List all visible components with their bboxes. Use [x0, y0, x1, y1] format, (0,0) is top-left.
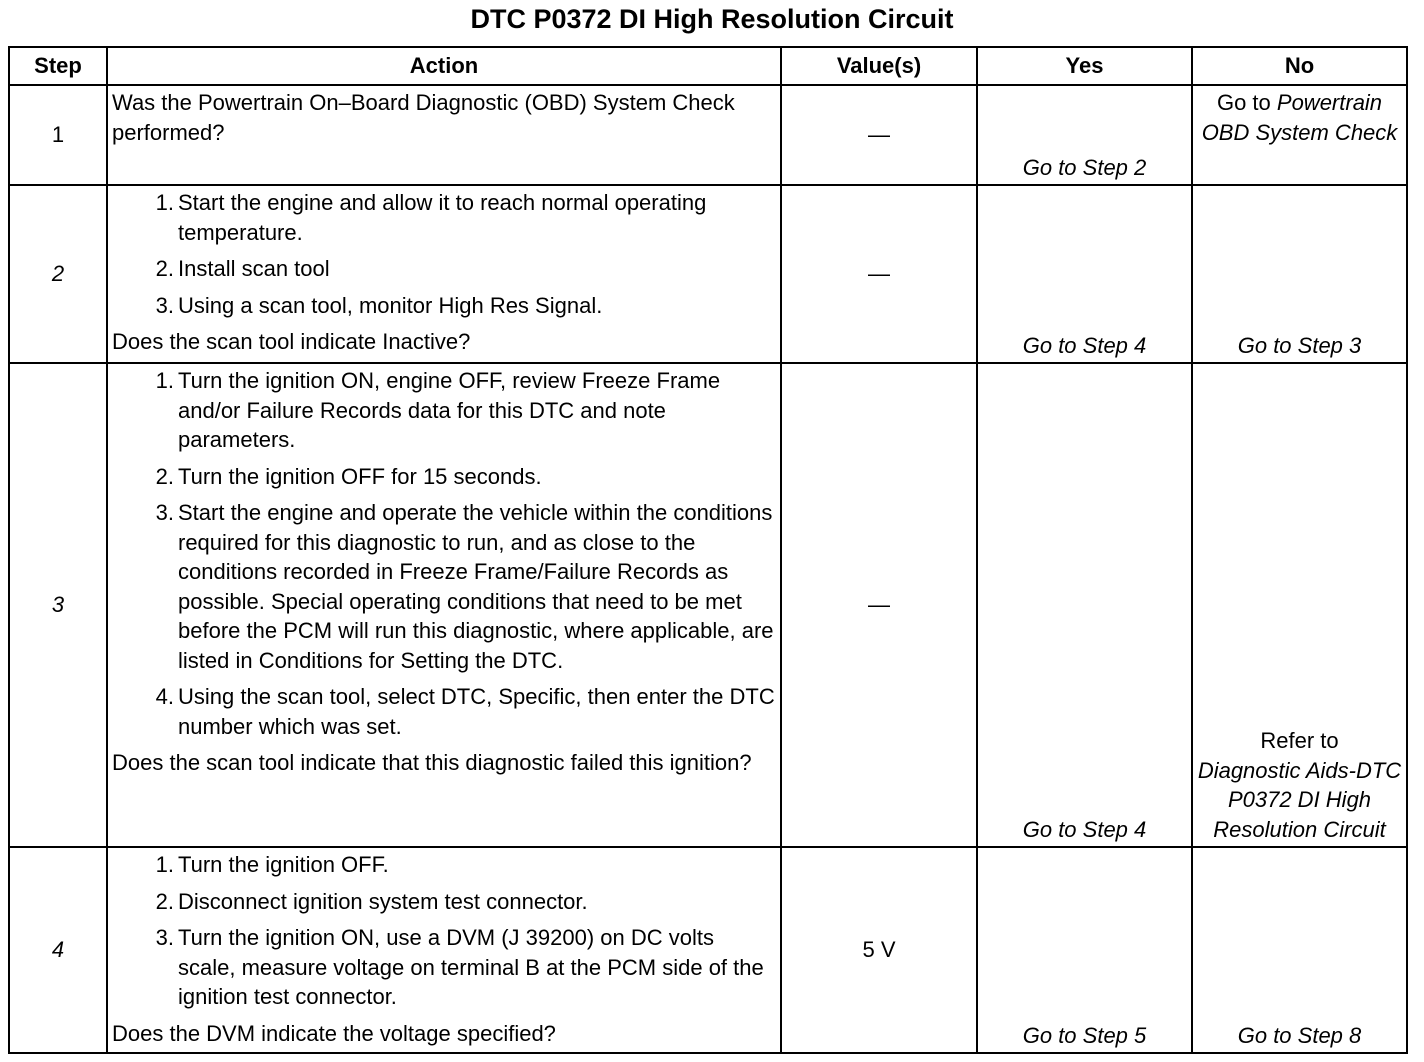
table-row	[9, 363, 1407, 847]
action-question: Does the scan tool indicate that this diagnostic failed this ignition?	[112, 750, 752, 775]
table-row	[9, 847, 1407, 1053]
no-prefix: Refer to	[1260, 728, 1339, 753]
table-row	[9, 185, 1407, 363]
no-cell	[1192, 363, 1407, 847]
action-question: Does the scan tool indicate Inactive?	[112, 329, 471, 354]
list-item: 2. Disconnect ignition system test connector.	[155, 888, 588, 914]
header-action: Action	[107, 47, 781, 85]
table-row	[9, 85, 1407, 185]
no-prefix: Go to	[1216, 90, 1271, 115]
list-item: 3. Turn the ignition ON, use a DVM (J 39200) on DC volts scale, measure voltage on terminal B at the PCM side of the ignition test connector.	[155, 925, 764, 1009]
header-yes: Yes	[977, 47, 1192, 85]
header-values: Value(s)	[781, 47, 977, 85]
yes-cell: Go to Step 4	[977, 363, 1192, 847]
header-step: Step	[9, 47, 107, 85]
list-item: 3. Start the engine and operate the vehicle within the conditions required for this diagnostic to run, and as close to the conditions recorded in Freeze Frame/Failure Records as possible. Special operating conditions that need to be met before the PCM will run this diagnostic, where applicable, are listed in Conditions for Setting the DTC.	[155, 500, 774, 673]
action-cell	[107, 85, 781, 185]
no-cell: Go to Step 3	[1192, 185, 1407, 363]
list-item: 1. Turn the ignition ON, engine OFF, review Freeze Frame and/or Failure Records data for this DTC and note parameters.	[155, 368, 721, 452]
diagnostic-table	[8, 46, 1408, 1054]
no-reference: Powertrain OBD System Check	[1201, 90, 1398, 145]
list-item: 2. Turn the ignition OFF for 15 seconds.	[155, 463, 542, 489]
no-reference: Diagnostic Aids-DTC P0372 DI High Resolution Circuit	[1197, 757, 1402, 842]
value-cell: 5 V	[781, 847, 977, 1053]
table-header-row	[9, 47, 1407, 85]
value-cell: —	[781, 363, 977, 847]
step-number: 2	[9, 185, 107, 363]
list-item: 3. Using a scan tool, monitor High Res Signal.	[155, 292, 603, 318]
step-number: 3	[9, 363, 107, 847]
action-steps-list	[112, 366, 776, 741]
yes-cell: Go to Step 2	[977, 85, 1192, 185]
yes-cell: Go to Step 5	[977, 847, 1192, 1053]
list-item: 4. Using the scan tool, select DTC, Specific, then enter the DTC number which was set.	[155, 684, 775, 739]
list-item: 1. Turn the ignition OFF.	[155, 852, 389, 877]
action-cell	[107, 363, 781, 847]
document-title: DTC P0372 DI High Resolution Circuit	[470, 4, 954, 34]
header-no: No	[1192, 47, 1407, 85]
action-steps-list	[112, 850, 776, 1012]
yes-cell: Go to Step 4	[977, 185, 1192, 363]
action-steps-list	[112, 188, 776, 320]
no-cell	[1192, 85, 1407, 185]
list-item: 1. Start the engine and allow it to reach normal operating temperature.	[155, 190, 707, 245]
action-cell	[107, 847, 781, 1053]
value-cell: —	[781, 185, 977, 363]
action-question: Was the Powertrain On–Board Diagnostic (OBD) System Check performed?	[112, 90, 735, 145]
list-item: 2. Install scan tool	[155, 256, 330, 281]
step-number: 1	[9, 85, 107, 185]
action-question: Does the DVM indicate the voltage specified?	[112, 1020, 556, 1046]
action-cell	[107, 185, 781, 363]
value-cell: —	[781, 85, 977, 185]
no-cell: Go to Step 8	[1192, 847, 1407, 1053]
step-number: 4	[9, 847, 107, 1053]
